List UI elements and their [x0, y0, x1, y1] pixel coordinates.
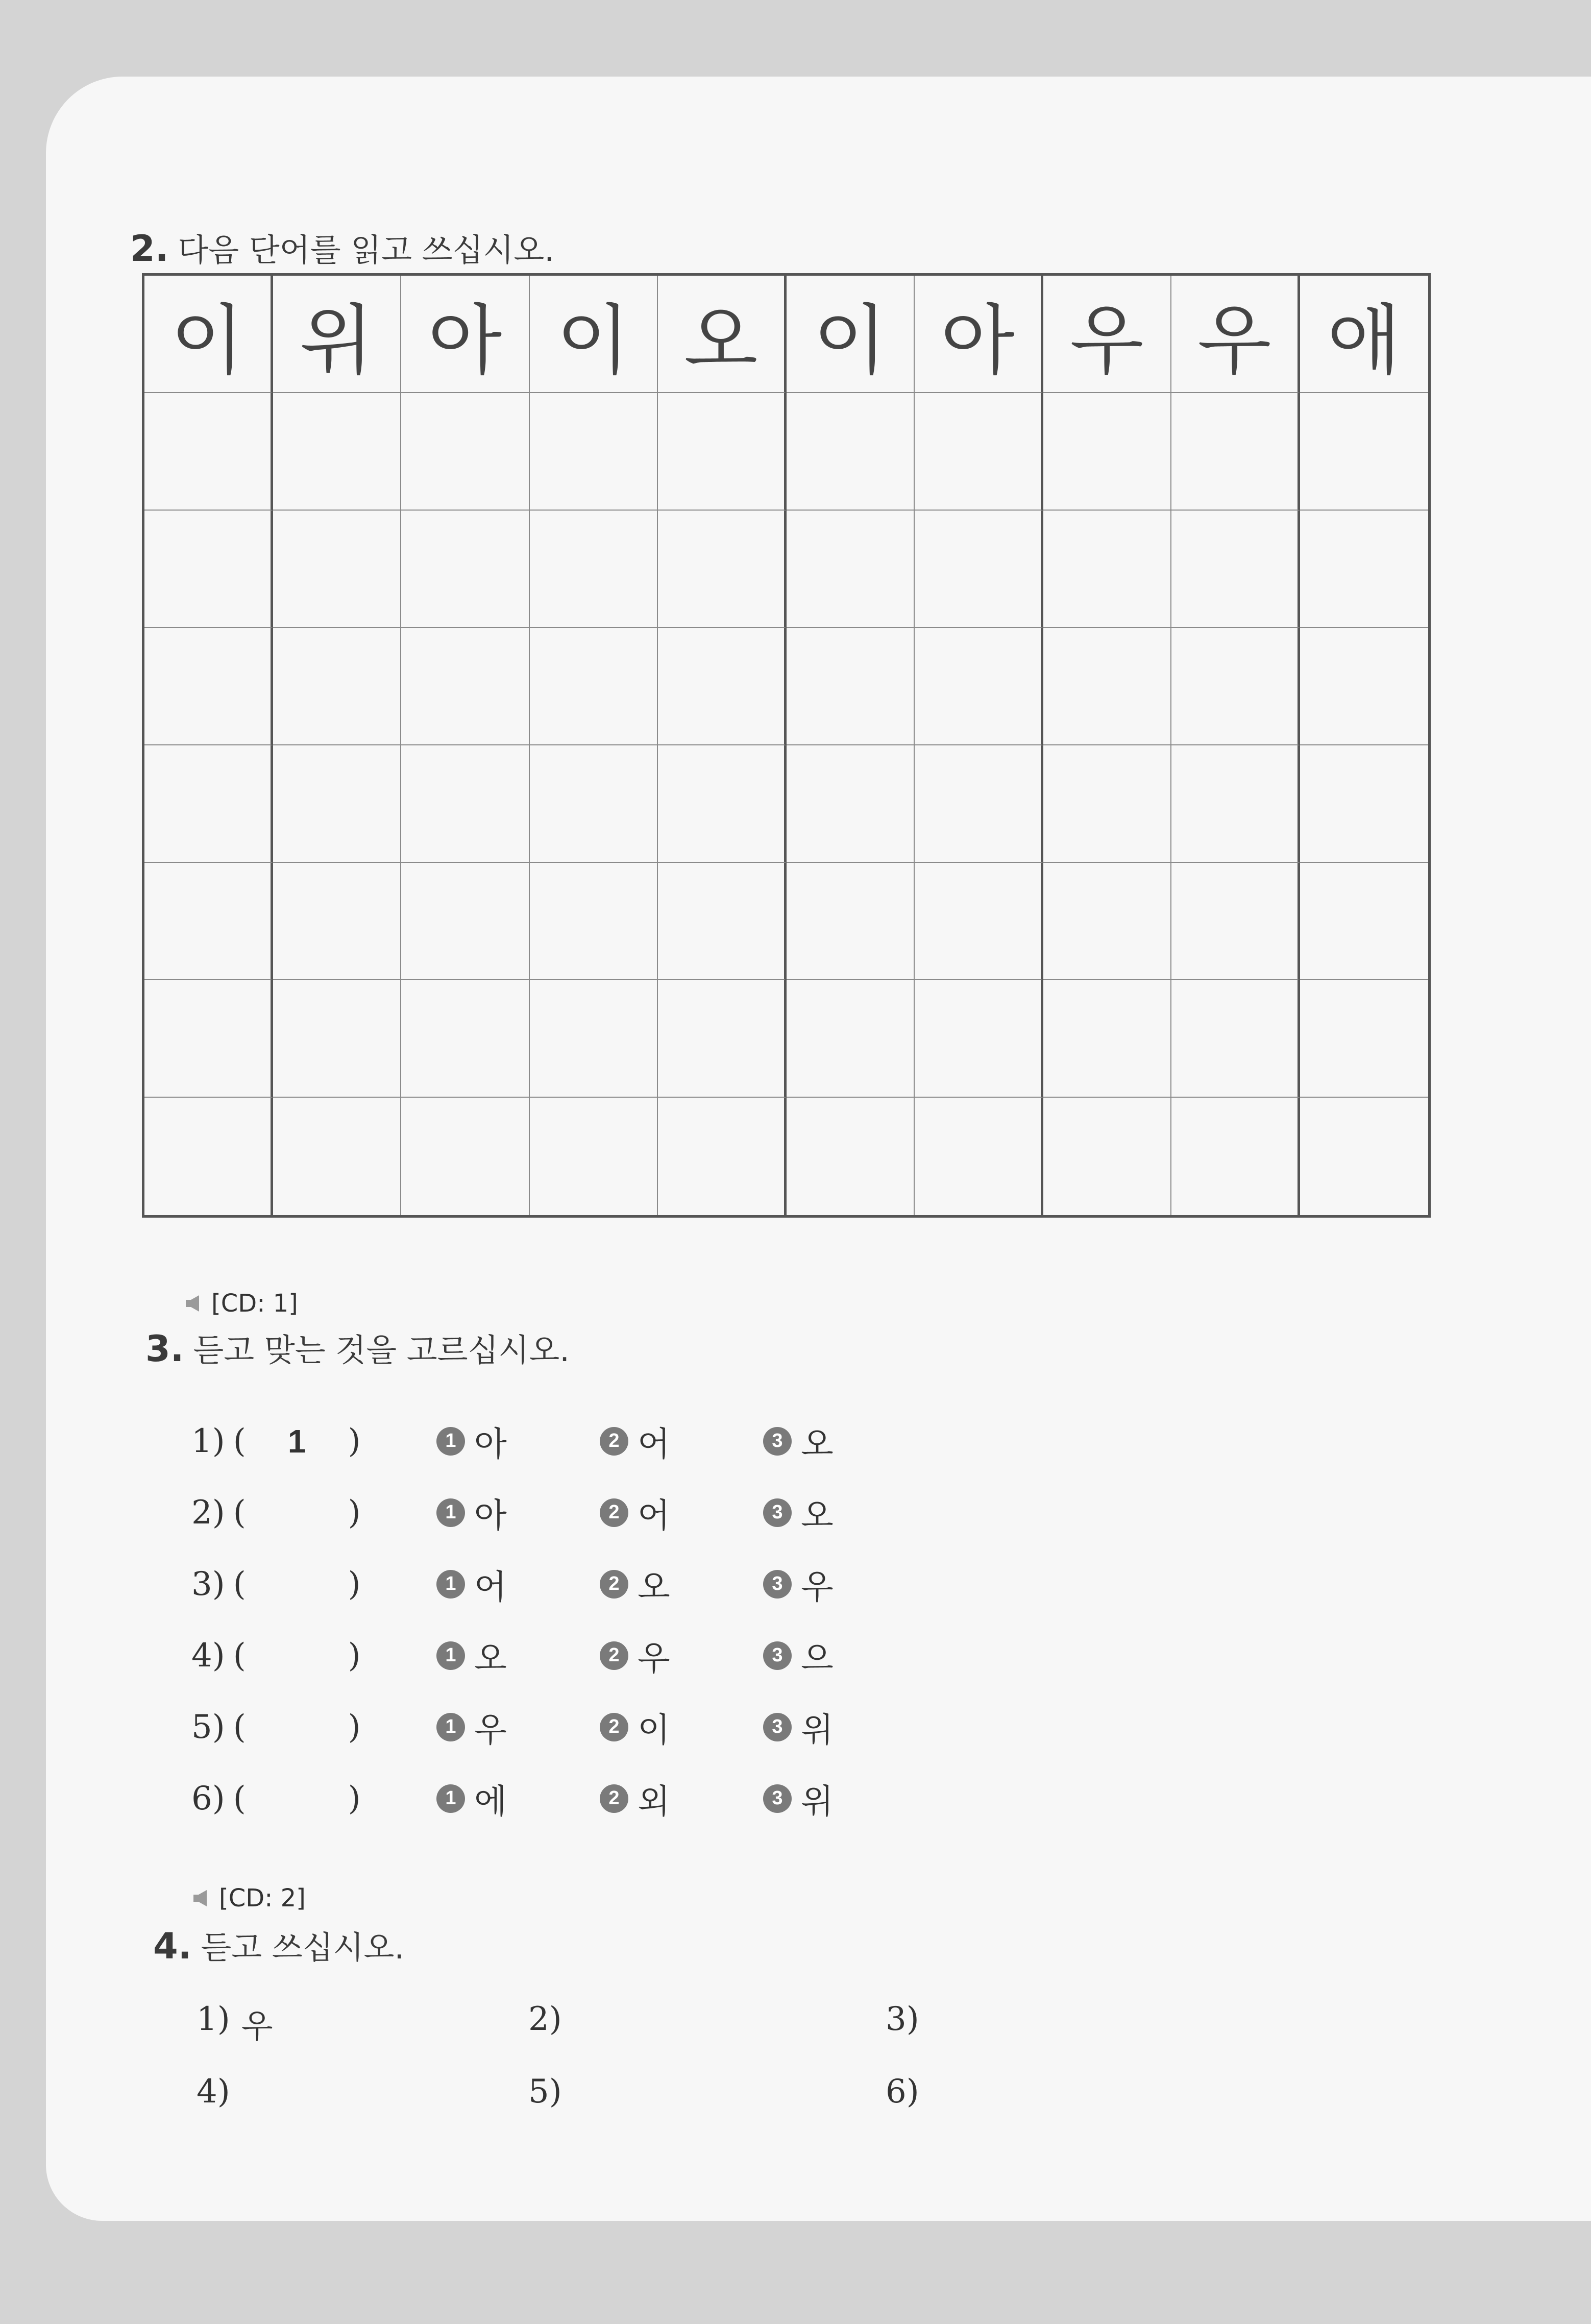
q3-item: [191, 1774, 926, 1823]
grid-writing-cell[interactable]: [401, 863, 530, 980]
option-number-badge: 2: [600, 1570, 628, 1599]
option-number-badge: 2: [600, 1784, 628, 1813]
q3-option[interactable]: [763, 1703, 926, 1751]
grid-writing-cell[interactable]: [1043, 863, 1172, 980]
q3-option[interactable]: [600, 1488, 763, 1537]
q3-option-text: 외: [638, 1782, 670, 1821]
q3-option[interactable]: [436, 1774, 600, 1823]
q2-instruction: 다음 단어를 읽고 쓰십시오.: [178, 231, 554, 269]
grid-writing-cell[interactable]: [787, 628, 915, 745]
grid-writing-cell[interactable]: [401, 1098, 530, 1215]
grid-writing-cell[interactable]: [787, 511, 915, 628]
q3-item-number: 2): [191, 1493, 225, 1532]
grid-writing-cell[interactable]: [1043, 511, 1172, 628]
grid-writing-cell[interactable]: [915, 393, 1043, 511]
q3-item-answer[interactable]: [246, 1637, 348, 1675]
q2-number: 2.: [130, 228, 169, 270]
q3-option-text: 오: [801, 1496, 834, 1535]
grid-header-cell: 오: [658, 276, 787, 393]
option-number-badge: 1: [436, 1498, 465, 1527]
grid-header-cell: 우: [1043, 276, 1172, 393]
paren-close: ): [348, 1708, 361, 1746]
grid-header-cell: 위: [273, 276, 402, 393]
grid-header-cell: 우: [1171, 276, 1300, 393]
grid-writing-cell[interactable]: [1300, 628, 1429, 745]
q3-item: [191, 1703, 926, 1751]
grid-writing-cell[interactable]: [1171, 393, 1300, 511]
grid-writing-cell[interactable]: [401, 745, 530, 863]
q3-item-number: 1): [191, 1422, 225, 1460]
q3-item-number: 3): [191, 1565, 225, 1603]
q4-instruction: 듣고 쓰십시오.: [201, 1929, 405, 1966]
q3-option-text: 어: [638, 1424, 670, 1464]
option-number-badge: 2: [600, 1641, 628, 1670]
q3-option-text: 으: [801, 1639, 834, 1678]
q3-item-number: 6): [191, 1779, 225, 1818]
q3-item-number: 5): [191, 1708, 225, 1746]
q3-option[interactable]: [763, 1774, 926, 1823]
q3-option-text: 이: [638, 1710, 670, 1750]
q3-option[interactable]: [600, 1774, 763, 1823]
grid-writing-cell[interactable]: [273, 1098, 402, 1215]
q3-option-text: 아: [474, 1424, 507, 1464]
grid-writing-cell[interactable]: [1171, 628, 1300, 745]
grid-writing-cell[interactable]: [787, 980, 915, 1098]
grid-writing-cell[interactable]: [144, 745, 273, 863]
grid-writing-cell[interactable]: [273, 745, 402, 863]
q3-option[interactable]: [600, 1417, 763, 1465]
q3-item: [191, 1560, 926, 1608]
speaker-icon: [191, 1888, 212, 1908]
grid-writing-cell[interactable]: [273, 628, 402, 745]
grid-writing-cell[interactable]: [787, 863, 915, 980]
grid-writing-cell[interactable]: [915, 628, 1043, 745]
q4-item[interactable]: [197, 2073, 241, 2111]
grid-writing-cell[interactable]: [915, 980, 1043, 1098]
grid-writing-cell[interactable]: [530, 980, 658, 1098]
grid-writing-cell[interactable]: [273, 980, 402, 1098]
option-number-badge: 1: [436, 1427, 465, 1456]
grid-writing-cell[interactable]: [1300, 980, 1429, 1098]
grid-writing-cell[interactable]: [658, 745, 787, 863]
grid-writing-cell[interactable]: [273, 863, 402, 980]
grid-header-cell: 이: [787, 276, 915, 393]
grid-writing-cell[interactable]: [144, 980, 273, 1098]
q4-item-number: 6): [886, 2073, 919, 2111]
q3-option[interactable]: [436, 1488, 600, 1537]
q3-item-answer[interactable]: [246, 1780, 348, 1818]
q3-item-answer-slot[interactable]: [191, 1565, 436, 1603]
q4-item[interactable]: [528, 2000, 573, 2038]
option-number-badge: 2: [600, 1427, 628, 1456]
q3-item-answer-slot[interactable]: [191, 1422, 436, 1460]
grid-writing-cell[interactable]: [401, 511, 530, 628]
q3-item-answer-slot[interactable]: [191, 1780, 436, 1818]
grid-writing-cell[interactable]: [401, 980, 530, 1098]
q3-option-text: 오: [801, 1424, 834, 1464]
grid-writing-cell[interactable]: [1300, 1098, 1429, 1215]
q3-item-answer[interactable]: [246, 1708, 348, 1746]
grid-writing-cell[interactable]: [1043, 393, 1172, 511]
option-number-badge: 3: [763, 1570, 792, 1599]
q3-item-answer-slot[interactable]: [191, 1494, 436, 1532]
q3-option[interactable]: [763, 1488, 926, 1537]
grid-writing-cell[interactable]: [144, 863, 273, 980]
option-number-badge: 3: [763, 1427, 792, 1456]
q3-item-answer-slot[interactable]: [191, 1637, 436, 1675]
q4-item[interactable]: [886, 2073, 931, 2111]
grid-writing-cell[interactable]: [1171, 980, 1300, 1098]
q3-cd-text: [CD: 1]: [211, 1289, 298, 1318]
q4-item-number: 2): [528, 2000, 562, 2038]
grid-writing-cell[interactable]: [658, 628, 787, 745]
q3-option-text: 어: [474, 1567, 507, 1607]
paren-open: (: [233, 1493, 246, 1532]
grid-writing-cell[interactable]: [530, 745, 658, 863]
q3-option-text: 우: [801, 1567, 834, 1607]
q3-cd-label: [184, 1289, 298, 1318]
writing-grid: [142, 273, 1431, 1218]
grid-writing-cell[interactable]: [530, 628, 658, 745]
q3-item-answer[interactable]: 1: [287, 1422, 306, 1460]
option-number-badge: 1: [436, 1570, 465, 1599]
grid-writing-cell[interactable]: [1300, 745, 1429, 863]
grid-header-cell: 아: [401, 276, 530, 393]
grid-writing-cell[interactable]: [401, 628, 530, 745]
option-number-badge: 3: [763, 1498, 792, 1527]
paren-open: (: [233, 1422, 246, 1460]
grid-writing-cell[interactable]: [658, 863, 787, 980]
grid-header-cell: 이: [144, 276, 273, 393]
grid-writing-cell[interactable]: [787, 745, 915, 863]
grid-writing-cell[interactable]: [915, 745, 1043, 863]
q3-option-text: 우: [638, 1639, 670, 1678]
q3-option[interactable]: [600, 1631, 763, 1680]
paren-close: ): [348, 1636, 361, 1675]
paren-open: (: [233, 1565, 246, 1603]
grid-writing-cell[interactable]: [530, 863, 658, 980]
q3-option-text: 에: [474, 1782, 507, 1821]
grid-header-cell: 아: [915, 276, 1043, 393]
q3-option-text: 위: [801, 1710, 834, 1750]
q3-option[interactable]: [600, 1703, 763, 1751]
paren-close: ): [348, 1565, 361, 1603]
grid-writing-cell[interactable]: [1043, 1098, 1172, 1215]
grid-writing-cell[interactable]: [1300, 863, 1429, 980]
q3-option[interactable]: [436, 1560, 600, 1608]
grid-writing-cell[interactable]: [915, 1098, 1043, 1215]
option-number-badge: 3: [763, 1784, 792, 1813]
grid-header-cell: 이: [530, 276, 658, 393]
grid-writing-cell[interactable]: [273, 393, 402, 511]
q4-item[interactable]: [886, 2000, 931, 2038]
q3-option-text: 우: [474, 1710, 507, 1750]
q4-cd-label: [191, 1884, 306, 1913]
grid-writing-cell[interactable]: [1171, 863, 1300, 980]
q4-item[interactable]: [528, 2073, 573, 2111]
grid-writing-cell[interactable]: [144, 628, 273, 745]
paren-close: ): [348, 1493, 361, 1532]
q3-item-answer-slot[interactable]: [191, 1708, 436, 1746]
grid-writing-cell[interactable]: [530, 1098, 658, 1215]
grid-writing-cell[interactable]: [915, 863, 1043, 980]
q3-option-text: 위: [801, 1782, 834, 1821]
grid-writing-cell[interactable]: [144, 393, 273, 511]
q3-option[interactable]: [600, 1560, 763, 1608]
q3-item: [191, 1488, 926, 1537]
q3-option-text: 어: [638, 1496, 670, 1535]
q3-title: [145, 1325, 570, 1370]
speaker-icon: [184, 1293, 204, 1314]
q4-item-number: 1): [197, 2000, 230, 2038]
grid-writing-cell[interactable]: [658, 393, 787, 511]
q3-option[interactable]: [763, 1631, 926, 1680]
option-number-badge: 3: [763, 1713, 792, 1741]
q3-option-text: 오: [474, 1639, 507, 1678]
grid-writing-cell[interactable]: [1043, 628, 1172, 745]
grid-writing-cell[interactable]: [1300, 511, 1429, 628]
q3-item: [191, 1631, 926, 1680]
q3-item: [191, 1417, 926, 1465]
q3-option[interactable]: [763, 1417, 926, 1465]
q3-option[interactable]: [436, 1703, 600, 1751]
q3-option-text: 오: [638, 1567, 670, 1607]
paren-close: ): [348, 1779, 361, 1818]
q3-option[interactable]: [436, 1631, 600, 1680]
q3-item-answer[interactable]: [246, 1565, 348, 1603]
q4-cd-text: [CD: 2]: [219, 1884, 306, 1913]
paren-open: (: [233, 1708, 246, 1746]
grid-writing-cell[interactable]: [144, 1098, 273, 1215]
q4-title: [153, 1922, 404, 1968]
grid-writing-cell[interactable]: [273, 511, 402, 628]
q3-number: 3.: [145, 1328, 184, 1370]
option-number-badge: 2: [600, 1713, 628, 1741]
option-number-badge: 2: [600, 1498, 628, 1527]
q4-item[interactable]: [197, 2000, 273, 2047]
grid-writing-cell[interactable]: [1043, 980, 1172, 1098]
grid-writing-cell[interactable]: [401, 393, 530, 511]
option-number-badge: 1: [436, 1641, 465, 1670]
paren-open: (: [233, 1779, 246, 1818]
grid-writing-cell[interactable]: [530, 393, 658, 511]
grid-writing-cell[interactable]: [915, 511, 1043, 628]
paren-open: (: [233, 1636, 246, 1675]
grid-writing-cell[interactable]: [1171, 511, 1300, 628]
grid-writing-cell[interactable]: [1171, 745, 1300, 863]
q3-option[interactable]: [436, 1417, 600, 1465]
q4-item-number: 3): [886, 2000, 919, 2038]
option-number-badge: 3: [763, 1641, 792, 1670]
grid-writing-cell[interactable]: [530, 511, 658, 628]
q3-item-number: 4): [191, 1636, 225, 1675]
q3-item-answer[interactable]: [246, 1494, 348, 1532]
option-number-badge: 1: [436, 1784, 465, 1813]
q3-option-text: 아: [474, 1496, 507, 1535]
grid-writing-cell[interactable]: [787, 1098, 915, 1215]
q4-item-number: 5): [528, 2073, 562, 2111]
q3-option[interactable]: [763, 1560, 926, 1608]
q4-item-number: 4): [197, 2073, 230, 2111]
option-number-badge: 1: [436, 1713, 465, 1741]
grid-writing-cell[interactable]: [144, 511, 273, 628]
grid-writing-cell[interactable]: [658, 980, 787, 1098]
q2-title: [130, 225, 554, 270]
grid-writing-cell[interactable]: [787, 393, 915, 511]
grid-writing-cell[interactable]: [1171, 1098, 1300, 1215]
grid-writing-cell[interactable]: [1043, 745, 1172, 863]
grid-writing-cell[interactable]: [658, 1098, 787, 1215]
q4-number: 4.: [153, 1925, 192, 1967]
q4-item-answer[interactable]: 우: [241, 2008, 273, 2046]
grid-writing-cell[interactable]: [1300, 393, 1429, 511]
q3-instruction: 듣고 맞는 것을 고르십시오.: [193, 1332, 570, 1369]
grid-header-cell: 애: [1300, 276, 1429, 393]
paren-close: ): [348, 1422, 361, 1460]
grid-writing-cell[interactable]: [658, 511, 787, 628]
